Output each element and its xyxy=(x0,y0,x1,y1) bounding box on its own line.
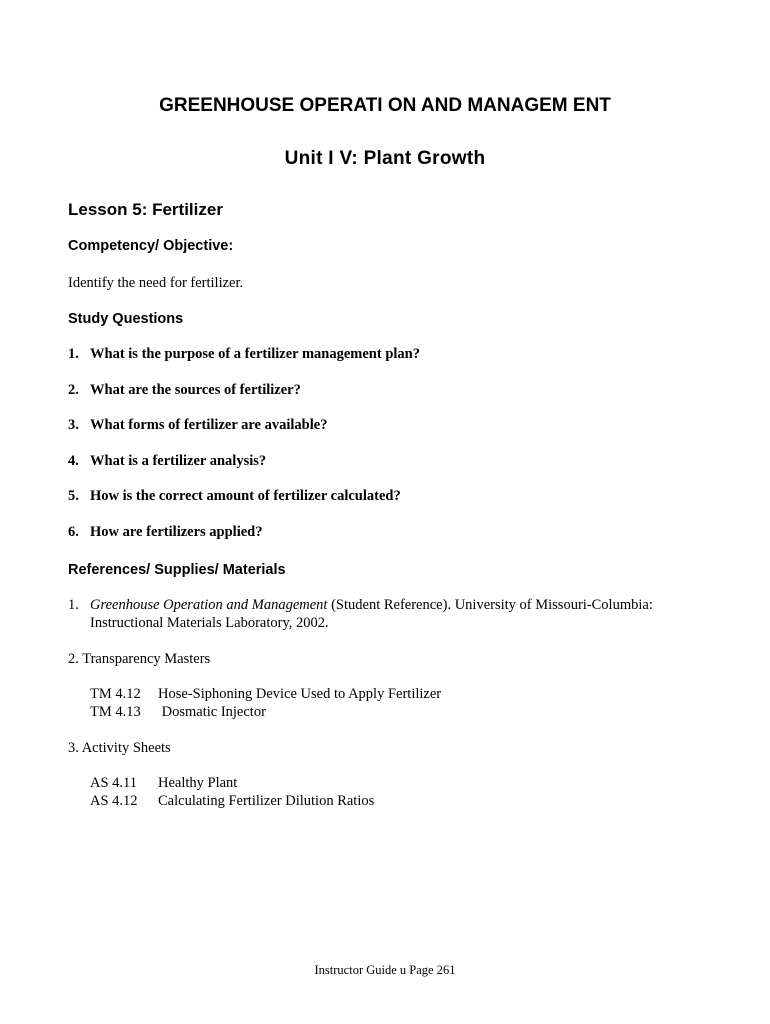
reference-item xyxy=(68,597,653,614)
transparency-masters-label: 2. Transparency Masters xyxy=(68,651,211,667)
study-question xyxy=(68,417,327,434)
study-questions-heading: Study Questions xyxy=(68,311,184,327)
item-code: TM 4.12 xyxy=(90,686,141,702)
question-number: 6. xyxy=(68,524,79,540)
reference-number: 1. xyxy=(68,597,79,613)
study-question xyxy=(68,453,266,470)
question-text: What forms of fertilizer are available? xyxy=(90,417,328,433)
reference-title: Greenhouse Operation and Management xyxy=(90,597,328,613)
question-number: 1. xyxy=(68,346,79,362)
transparency-master-item xyxy=(90,686,441,703)
unit-heading: Unit I V: Plant Growth xyxy=(284,148,486,169)
item-description: Calculating Fertilizer Dilution Ratios xyxy=(158,793,375,809)
lesson-heading: Lesson 5: Fertilizer xyxy=(68,200,223,219)
question-text: What are the sources of fertilizer? xyxy=(90,382,301,398)
references-heading: References/ Supplies/ Materials xyxy=(68,562,286,578)
question-text: How are fertilizers applied? xyxy=(90,524,263,540)
question-text: What is a fertilizer analysis? xyxy=(90,453,267,469)
page-footer: Instructor Guide u Page 261 xyxy=(314,963,456,977)
study-question xyxy=(68,382,301,399)
activity-sheet-item xyxy=(90,793,374,810)
question-number: 4. xyxy=(68,453,79,469)
activity-sheet-item xyxy=(90,775,237,792)
reference-details-line2: Instructional Materials Laboratory, 2002. xyxy=(90,615,329,631)
item-code: AS 4.11 xyxy=(90,775,137,791)
study-question xyxy=(68,346,420,363)
item-description: Healthy Plant xyxy=(158,775,238,791)
question-number: 5. xyxy=(68,488,79,504)
item-code: TM 4.13 xyxy=(90,704,141,720)
competency-heading: Competency/ Objective: xyxy=(68,238,234,254)
reference-details: (Student Reference). University of Missouri-Columbia: xyxy=(327,597,653,613)
question-text: How is the correct amount of fertilizer calculated? xyxy=(90,488,401,504)
item-description: Dosmatic Injector xyxy=(158,704,266,720)
question-text: What is the purpose of a fertilizer management plan? xyxy=(90,346,420,362)
study-question xyxy=(68,524,263,541)
study-question xyxy=(68,488,401,505)
item-code: AS 4.12 xyxy=(90,793,138,809)
question-number: 2. xyxy=(68,382,79,398)
item-description: Hose-Siphoning Device Used to Apply Fertilizer xyxy=(158,686,442,702)
question-number: 3. xyxy=(68,417,79,433)
transparency-master-item xyxy=(90,704,266,721)
objective-text: Identify the need for fertilizer. xyxy=(68,275,244,291)
document-title: GREENHOUSE OPERATI ON AND MANAGEM ENT xyxy=(159,95,611,116)
activity-sheets-label: 3. Activity Sheets xyxy=(68,740,171,756)
